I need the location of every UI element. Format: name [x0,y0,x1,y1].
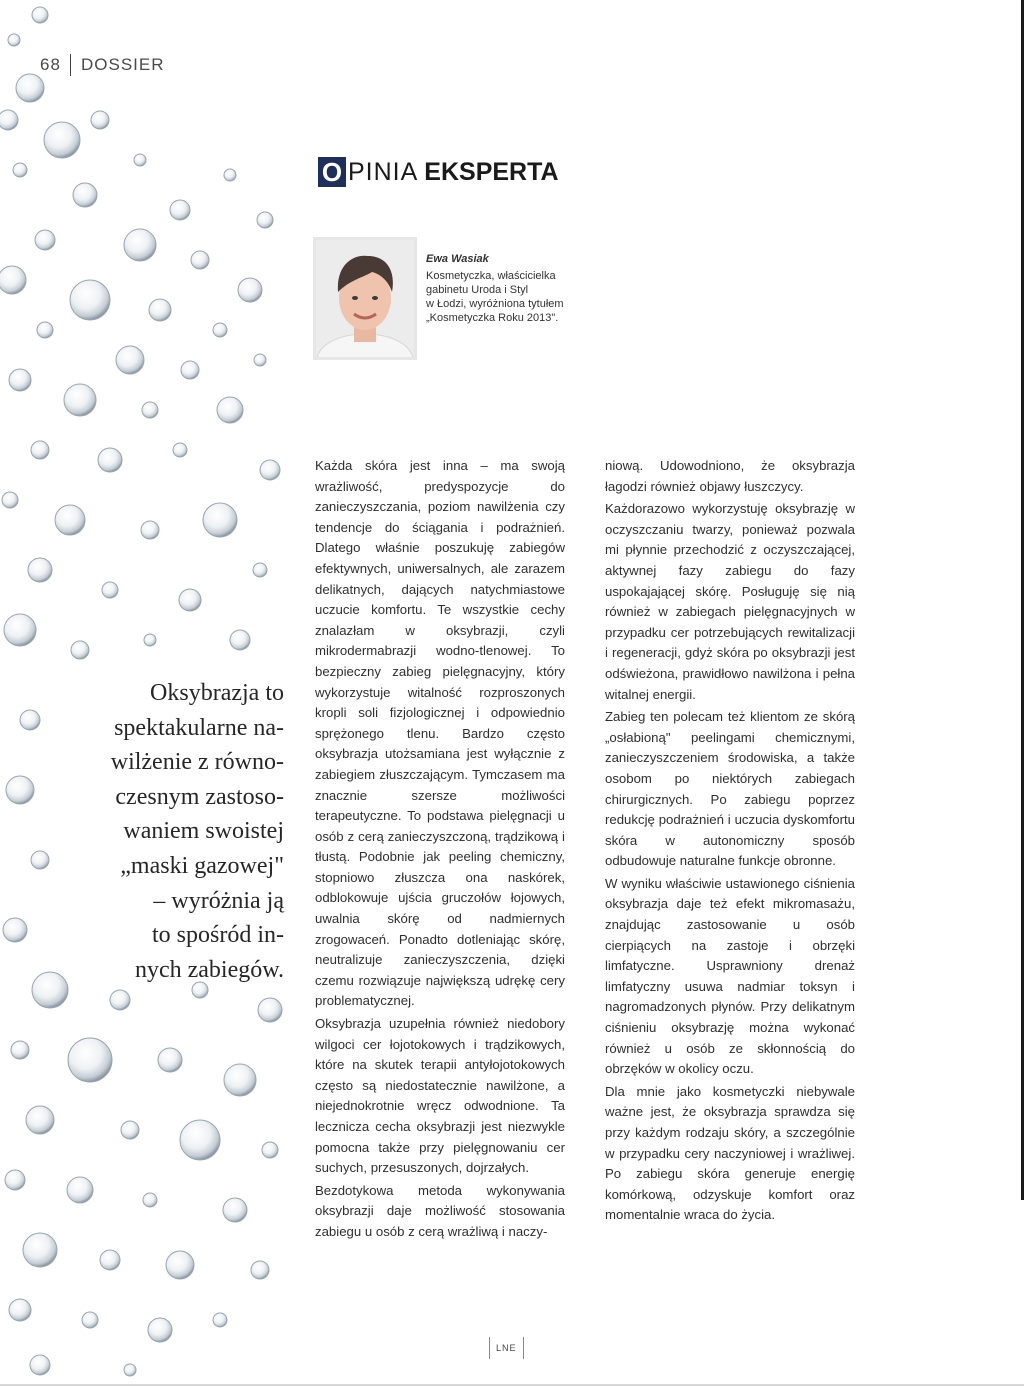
section-label: DOSSIER [81,55,165,74]
header-divider [70,54,71,76]
paragraph: Każda skóra jest inna – ma swoją wrażliwość, predyspozycje do zanieczyszczania, poziom nawilżenia czy tendencje do ściągania i podrażnień. Dlatego właśnie poszukuję zabiegów efektywnych, uniwersalnych, ale zarazem delikatnych, dających natychmiastowe uczucie komfortu. Te wszystkie cechy znalazłam w oksybrazji, czyli mikrodermabrazji wodno-tlenowej. To bezpieczny zabieg pielęgnacyjny, który wykorzystuje witalność rozproszonych kropli soli fizjologicznej i odpowiednio sprężonego tlenu. Bardzo często oksybrazja utożsamiana jest wyłącznie z zabiegiem złuszczającym. Tymczasem ma znacznie szersze możliwości terapeutyczne. To podstawa pielęgnacji u osób z cerą zanieczyszczoną, trądzikową i tłustą. Podobnie jak peeling chemiczny, stopniowo złuszcza ona naskórek, odblokowuje ujścia gruczołów łojowych, uwalnia skórę od nadmiernych zrogowaceń. Ponadto dotleniając skórę, neutralizuje zanieczyszczenia, dzięki czemu rozwiązuje największą udrękę cery problematycznej. [315,458,565,1009]
paragraph: Oksybrazja uzupełnia również niedobory wilgoci cer łojotokowych i trądzikowych, które na skutek terapii antyłojotokowych często są niedostatecznie nawilżone, a niejednokrotnie wręcz odwodnione. Ta lecznicza cecha oksybrazji jest niezwykle pomocna także przy pielęgnowaniu cer suchych, przesuszonych, dojrzałych. [315,1016,565,1176]
footer-divider [489,1337,490,1359]
paragraph: Dla mnie jako kosmetyczki niebywale ważne jest, że oksybrazja sprawdza się przy każdym rodzaju skóry, a szczególnie w przypadku cery naczyniowej i wrażliwej. Po zabiegu skóra generuje energię komórkową, odzyskuje komfort oraz momentalnie wraca do życia. [605,1083,855,1223]
pull-quote-line: czesnym zastoso- [115,783,284,810]
author-bio-line: „Kosmetyczka Roku 2013". [426,312,559,324]
article-column-1 [315,456,565,1245]
pull-quote-line: waniem swoistej [123,818,284,845]
pull-quote-line: Oksybrazja to [150,680,284,706]
article-column-2 [605,456,855,1228]
paragraph: Bezdotykowa metoda wykonywania oksybrazji daje możliwość stosowania zabiegu u osób z cerą wrażliwą i naczy- [315,1182,565,1239]
page-footer [483,1336,530,1360]
author-info [426,252,616,325]
pull-quote-line: to spośród in- [152,922,284,949]
bottom-rule [0,1384,1024,1386]
author-bio-line: gabinetu Uroda i Styl [426,284,529,296]
footer-mark: LNE [496,1343,517,1353]
title-initial: O [318,157,346,187]
article-section-title [318,155,559,189]
portrait-image [316,240,414,357]
author-bio-line: Kosmetyczka, właścicielka [426,270,556,282]
title-rest: PINIA [348,157,419,186]
page-number: 68 [40,55,61,74]
pull-quote-line: wilżenie z równo- [110,749,284,776]
title-bold: EKSPERTA [424,157,559,186]
pull-quote-line: spektakularne na- [114,714,284,741]
pull-quote [60,676,284,987]
page-header [40,52,165,78]
footer-divider [523,1337,524,1359]
author-photo [313,237,417,360]
pull-quote-line: „maski gazowej" [120,852,284,879]
author-name: Ewa Wasiak [426,253,489,265]
pull-quote-line: – wyróżnia ją [153,887,284,914]
paragraph: W wyniku właściwie ustawionego ciśnienia oksybrazja daje też efekt mikromasażu, znajdując zastosowanie u osób cierpiących na zastoje i obrzęki limfatyczne. Usprawniony drenaż limfatyczny usuwa nadmiar toksyn i nagromadzonych płynów. Przy delikatnym ciśnieniu oksybrazję można wykonać również u osób ze skłonnością do obrzęków w okolicy oczu. [605,875,855,1077]
author-bio-line: w Łodzi, wyróżniona tytułem [426,298,564,310]
pull-quote-line: nych zabiegów. [134,956,284,983]
paragraph: niową. Udowodniono, że oksybrazja łagodzi również objawy łuszczycy. [605,458,855,494]
paragraph: Zabieg ten polecam też klientom ze skórą „osłabioną" peelingami chemicznymi, zanieczyszczeniem środowiska, a także osobom po niektórych zabiegach chirurgicznych. Po zabiegu poprzez redukcję podrażnień i uczucia dyskomfortu skóra w autonomiczny sposób odbudowuje naturalne funkcje obronne. [605,709,855,869]
paragraph: Każdorazowo wykorzystuję oksybrazję w oczyszczaniu twarzy, ponieważ pozwala mi płynnie przechodzić z oczyszczającej, aktywnej fazy zabiegu do fazy uspokajającej skórę. Posługuję się nią również w zabiegach pielęgnacyjnych w przypadku cer potrzebujących rewitalizacji i regeneracji, gdyż skóra po oksybrazji jest odświeżona, prawidłowo nawilżona i pełna witalnej energii. [605,501,855,702]
